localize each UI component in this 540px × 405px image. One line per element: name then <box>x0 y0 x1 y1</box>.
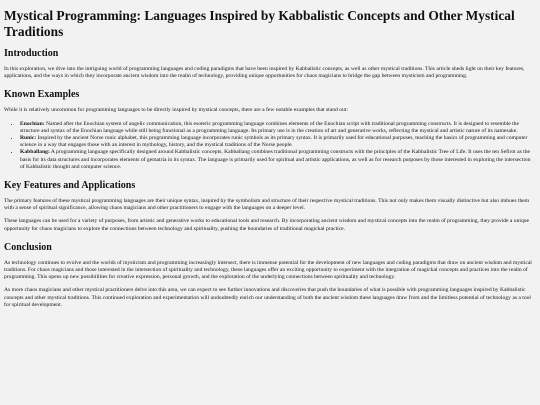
list-item <box>20 121 536 135</box>
conclusion-paragraph: As technology continues to evolve and the worlds of mysticism and programming increasingly intersect, there is immense potential for the development of new languages and coding paradigms that draw on ancient wisdom and mystical traditions. For chaos magicians and those interested in the intersection of spirituality and technology, these languages offer an exciting opportunity to experiment with the integration of magickal concepts and practices into the realm of programming. This opens up new possibilities for creative expression, personal growth, and the exploration of the underlying connections between spirituality and technology. <box>4 259 532 281</box>
example-description: Inspired by the ancient Norse runic alphabet, this programming language incorporates runic symbols as its primary syntax. It is primarily used for educational purposes, teaching the basics of programming and computer science in a way that engages those with an interest in mythology, history, and the mystical traditions of the Norse people. <box>20 135 528 149</box>
key-features-paragraph: These languages can be used for a variety of purposes, from artistic and generative works to educational tools and research. By incorporating ancient wisdom and mystical concepts into the realm of programming, they provide a unique opportunity for chaos magicians to explore the connections between technology and spirituality, pushing the boundaries of traditional magickal practice. <box>4 218 530 232</box>
section-heading-known-examples: Known Examples <box>4 89 80 101</box>
section-heading-conclusion: Conclusion <box>4 241 52 253</box>
example-description: A programming language specifically designed around Kabbalistic concepts, Kabballang combines traditional programming constructs with the principles of the Kabbalistic Tree of Life. It uses the ten Sefirot as the basis for its data structures and incorporates elements of gematria in its syntax. The language is primarily used for spiritual and artistic applications, as well as for research purposes by those interested in exploring the intersection of Kabbalistic thought and computer science. <box>20 149 531 170</box>
example-description: Named after the Enochian system of angelic communication, this esoteric programming language combines elements of the Enochian script with traditional programming constructs. It is designed to resemble the structure and syntax of the Enochian language while still being functional as a programming language. Its primary use is in the creation of art and generative works, reflecting the mystical and artistic nature of its namesake. <box>20 120 519 134</box>
example-name: Runic: <box>20 135 37 142</box>
conclusion-paragraph: As more chaos magicians and other mystical practitioners delve into this area, we can expect to see further innovations and discoveries that push the boundaries of what is possible with programming languages inspired by Kabbalistic concepts and other mystical traditions. This continued exploration and experimentation will undoubtedly enrich our understanding of both the ancient wisdom these languages draw from and the limitless potential of technology as a tool for spiritual development. <box>4 287 531 308</box>
example-name: Kabballang: <box>20 149 50 156</box>
section-heading-key-features: Key Features and Applications <box>4 180 136 192</box>
known-examples-intro: While it is relatively uncommon for programming languages to be directly inspired by mystical concepts, there are a few notable examples that stand out: <box>4 107 348 114</box>
list-item <box>20 135 536 149</box>
list-item <box>20 149 536 171</box>
introduction-paragraph: In this exploration, we dive into the intriguing world of programming languages and coding paradigms that have been inspired by Kabbalistic concepts, as well as other mystical traditions. This article sheds light on their key features, applications, and the ways in which they incorporate ancient wisdom into the realm of technology, providing unique opportunities for chaos magicians to bridge the gap between mysticism and programming. <box>4 66 525 80</box>
page-title: Mystical Programming: Languages Inspired by Kabbalistic Concepts and Other Mystical Traditions <box>4 8 515 39</box>
section-heading-introduction: Introduction <box>4 48 59 59</box>
key-features-paragraph: The primary features of these mystical programming languages are their unique syntax, inspired by the symbolism and structure of their respective mystical traditions. This not only makes them visually distinctive but also imbues them with a sense of spiritual significance, allowing chaos magicians and other practitioners to engage with the languages on a deeper level. <box>4 198 530 212</box>
examples-list <box>4 121 536 171</box>
example-name: Enochian: <box>20 120 45 127</box>
